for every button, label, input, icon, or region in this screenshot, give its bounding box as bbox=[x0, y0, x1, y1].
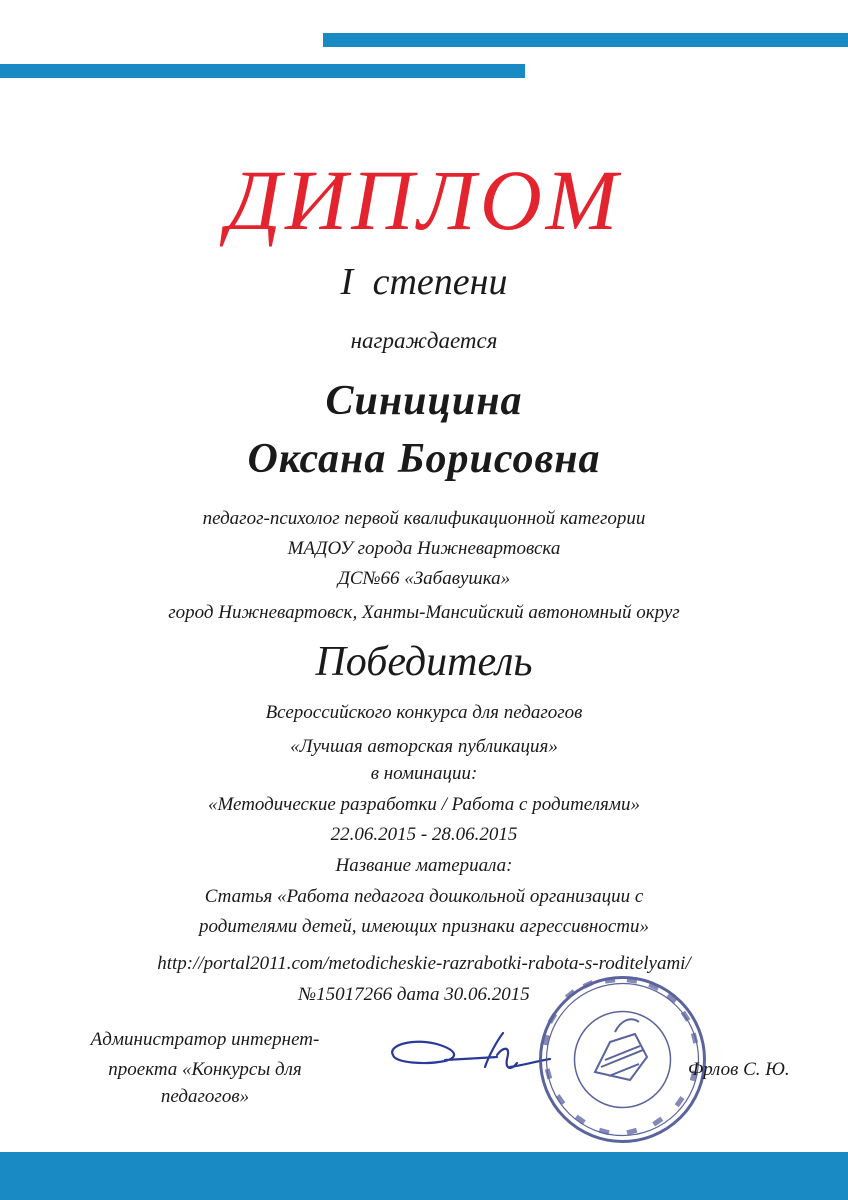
recipient-position-line: МАДОУ города Нижневартовска bbox=[287, 538, 561, 559]
award-status: Победитель bbox=[315, 639, 533, 685]
bottom-accent-bar bbox=[0, 1152, 848, 1200]
award-line: «Лучшая авторская публикация» bbox=[290, 736, 558, 757]
admin-title-line: педагогов» bbox=[160, 1086, 250, 1107]
diploma-degree: I степени bbox=[340, 261, 508, 303]
admin-title-line: проекта «Конкурсы для bbox=[108, 1059, 302, 1080]
admin-title-line: Администратор интернет- bbox=[90, 1029, 320, 1050]
award-line: «Методические разработки / Работа с родителями» bbox=[207, 794, 641, 815]
top-accent-bar-left bbox=[0, 64, 525, 78]
top-accent-bar-right bbox=[323, 33, 848, 47]
recipient-position-line: ДС№66 «Забавушка» bbox=[337, 568, 511, 589]
handwritten-signature bbox=[385, 1015, 555, 1085]
recipient-position-line: педагог-психолог первой квалификационной категории bbox=[202, 508, 646, 529]
awarded-label: награждается bbox=[350, 328, 498, 353]
signer-name: Фрлов С. Ю. bbox=[688, 1059, 790, 1080]
diploma-title: ДИПЛОМ bbox=[226, 152, 622, 248]
recipient-name: Оксана Борисовна bbox=[247, 436, 601, 482]
recipient-position-line: город Нижневартовск, Ханты-Мансийский автономный округ bbox=[168, 602, 680, 623]
award-line: в номинации: bbox=[370, 763, 478, 784]
official-stamp bbox=[535, 972, 710, 1147]
recipient-surname: Синицина bbox=[325, 378, 523, 424]
award-dates: 22.06.2015 - 28.06.2015 bbox=[330, 824, 518, 845]
award-line: родителями детей, имеющих признаки агрессивности» bbox=[199, 916, 649, 937]
award-url: http://portal2011.com/metodicheskie-razrabotki-rabota-s-roditelyami/ bbox=[157, 953, 691, 974]
award-line: Название материала: bbox=[335, 855, 513, 876]
award-line: Статья «Работа педагога дошкольной организации с bbox=[204, 886, 644, 907]
award-line: Всероссийского конкурса для педагогов bbox=[265, 702, 583, 723]
award-number-date: №15017266 дата 30.06.2015 bbox=[298, 984, 530, 1005]
